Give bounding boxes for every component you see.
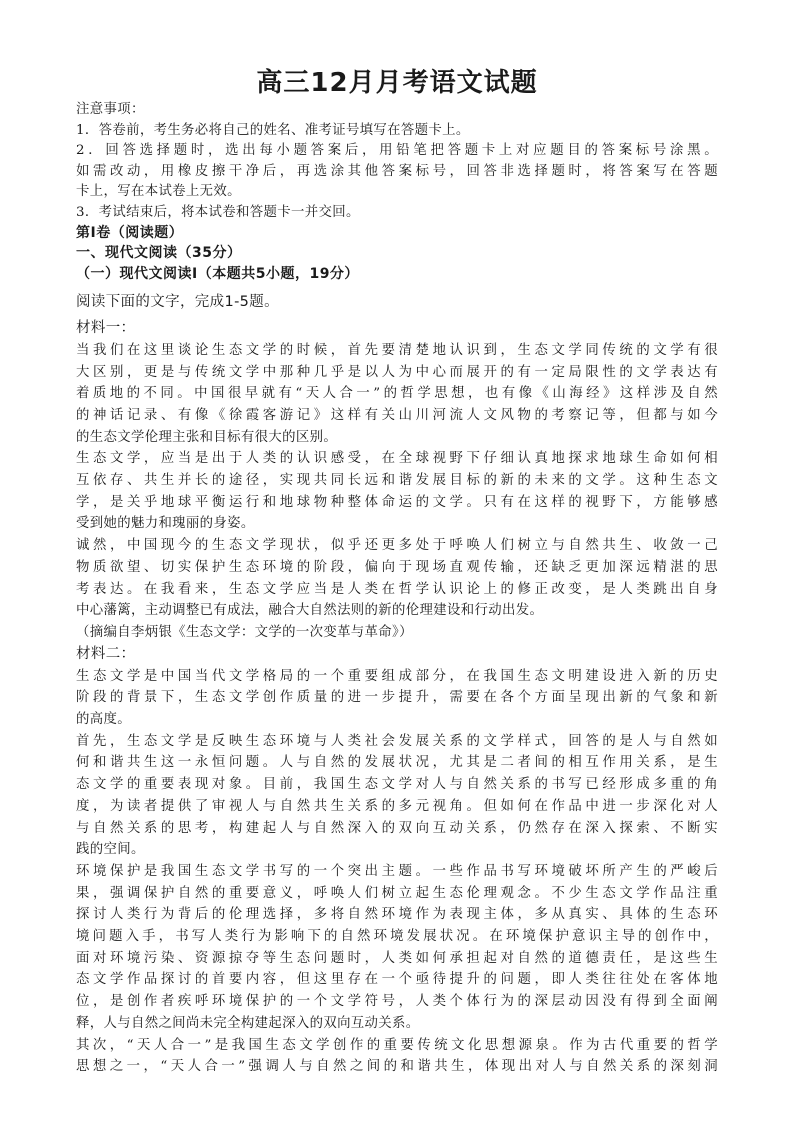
paragraph-line: 面对环境污染、资源掠夺等生态问题时，人类如何承担起对自然的道德责任，是这些生 (76, 950, 718, 966)
notice-heading: 注意事项： (76, 102, 145, 117)
notice-item: 卡上，写在本试卷上无效。 (76, 184, 241, 200)
paragraph-line: 思想之一，“天人合一”强调人与自然之间的和谐共生，体现出对人与自然关系的深刻洞 (76, 1059, 718, 1075)
paragraph-line: 其次，“天人合一”是我国生态文学创作的重要传统文化思想源泉。作为古代重要的哲学 (76, 1037, 718, 1053)
paragraph-line: 中心藩篱，主动调整已有成法，融合大自然法则的新的伦理建设和行动出发。 (76, 603, 544, 619)
paragraph-line: 互依存、共生并长的途径，实现共同长远和谐发展目标的新的未来的文学。这种生态文 (76, 473, 718, 488)
paragraph-line: 境问题入手，书写人类行为影响下的自然环境发展状况。在环境保护意识主导的创作中， (76, 929, 718, 944)
paragraph-line: 态文学作品探讨的首要内容，但这里存在一个亟待提升的问题，即人类往往处在客体地 (76, 972, 718, 988)
volume-heading: 第Ⅰ卷（阅读题） (76, 224, 184, 241)
paragraph-line: 践的空间。 (76, 842, 145, 858)
paragraph-line: 学，是关乎地球平衡运行和地球物种整体命运的文学。只有在这样的视野下，方能够感 (76, 494, 718, 510)
paragraph-line: 着质地的不同。中国很早就有“天人合一”的哲学思想，也有像《山海经》这样涉及自然 (76, 386, 718, 402)
paragraph-line: 大区别，更是与传统文学中那种几乎是以人为中心而展开的有一定局限性的文学表达有 (76, 364, 718, 380)
paragraph-line: 何和谐共生这一永恒问题。人与自然的发展状况，尤其是二者间的相互作用关系，是生 (76, 755, 718, 771)
instruction-text: 阅读下面的文字，完成1-5题。 (76, 293, 279, 310)
paragraph-line: 物质欲望、切实保护生态环境的阶段，偏向于现场直观传输，还缺乏更加深远精湛的思 (76, 559, 718, 575)
paragraph-line: 生态文学，应当是出于人类的认识感受，在全球视野下仔细认真地探求地球生命如何相 (76, 451, 718, 467)
part-heading: 一、现代文阅读（35分） (76, 245, 242, 262)
paragraph-line: 诚然，中国现今的生态文学现状，似乎还更多处于呼唤人们树立与自然共生、收敛一己 (76, 538, 718, 554)
notice-item: 如需改动，用橡皮擦干净后，再选涂其他答案标号，回答非选择题时，将答案写在答题 (76, 163, 718, 179)
sub-heading: （一）现代文阅读Ⅰ（本题共5小题，19分） (76, 265, 359, 282)
paragraph-line: 释，人与自然之间尚未完全构建起深入的双向互动关系。 (76, 1015, 420, 1031)
paragraph-line: 的神话记录、有像《徐霞客游记》这样有关山川河流人文风物的考察记等，但都与如今 (76, 407, 718, 423)
exam-title: 高三12月月考语文试题 (256, 68, 538, 98)
paragraph-line: 位，是创作者疾呼环境保护的一个文学符号，人类个体行为的深层动因没有得到全面阐 (76, 994, 718, 1010)
paragraph-line: 环境保护是我国生态文学书写的一个突出主题。一些作品书写环境破坏所产生的严峻后 (76, 863, 718, 879)
paragraph-line: 态文学的重要表现对象。目前，我国生态文学对人与自然关系的书写已经形成多重的角 (76, 777, 718, 793)
paragraph-line: 的生态文学伦理主张和目标有很大的区别。 (76, 429, 338, 445)
paragraph-line: 生态文学是中国当代文学格局的一个重要组成部分，在我国生态文明建设进入新的历史 (76, 668, 718, 684)
paragraph-line: 受到她的魅力和瑰丽的身姿。 (76, 516, 255, 532)
paragraph-line: 考表达。在我看来，生态文学应当是人类在哲学认识论上的修正改变，是人类跳出自身 (76, 581, 718, 597)
notice-item: 1．答卷前，考生务必将自己的姓名、准考证号填写在答题卡上。 (76, 122, 470, 138)
paragraph-line: 阶段的背景下，生态文学创作质量的进一步提升，需要在各个方面呈现出新的气象和新 (76, 690, 718, 706)
paragraph-line: 度，为读者提供了审视人与自然共生关系的多元视角。但如何在作品中进一步深化对人 (76, 798, 718, 814)
notice-item: 3．考试结束后，将本试卷和答题卡一并交回。 (76, 205, 360, 220)
paragraph-line: 当我们在这里谈论生态文学的时候，首先要清楚地认识到，生态文学同传统的文学有很 (76, 342, 718, 358)
source-citation: （摘编自李炳银《生态文学：文学的一次变革与革命》） (76, 624, 413, 640)
paragraph-line: 探讨人类行为背后的伦理选择，多将自然环境作为表现主体，多从真实、具体的生态环 (76, 907, 718, 923)
material-label: 材料二： (76, 645, 136, 662)
notice-item: 2．回答选择题时，选出每小题答案后，用铅笔把答题卡上对应题目的答案标号涂黑。 (76, 143, 718, 159)
paragraph-line: 首先，生态文学是反映生态环境与人类社会发展关系的文学样式，回答的是人与自然如 (76, 733, 718, 749)
paragraph-line: 果，强调保护自然的重要意义，呼唤人们树立起生态伦理观念。不少生态文学作品注重 (76, 885, 718, 901)
material-label: 材料一： (76, 319, 136, 336)
paragraph-line: 与自然关系的思考，构建起人与自然深入的双向互动关系，仍然存在深入探索、不断实 (76, 820, 718, 836)
paragraph-line: 的高度。 (76, 712, 131, 727)
